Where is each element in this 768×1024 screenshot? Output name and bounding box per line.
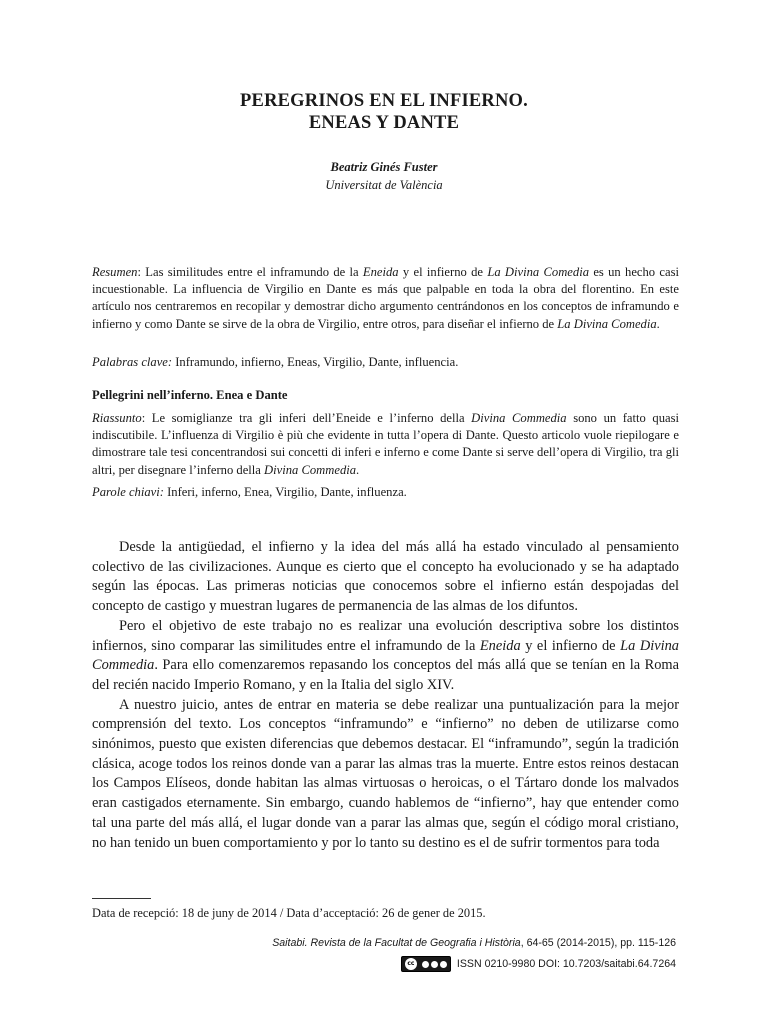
keywords-spanish: Palabras clave: Inframundo, infierno, Eneas, Virgilio, Dante, influencia. xyxy=(92,355,459,369)
parole-chiavi-label: Parole chiavi: xyxy=(92,485,164,499)
journal-details: , 64-65 (2014-2015), pp. 115-126 xyxy=(520,937,676,949)
title-line-1: PEREGRINOS EN EL INFIERNO. xyxy=(240,91,528,111)
keywords-italian: Parole chiavi: Inferi, inferno, Enea, Virgilio, Dante, influenza. xyxy=(92,485,407,499)
article-title xyxy=(0,90,768,134)
footnote-dates: Data de recepció: 18 de juny de 2014 / Data d’acceptació: 26 de gener de 2015. xyxy=(92,906,486,920)
footnote-divider xyxy=(92,898,151,899)
creative-commons-icon xyxy=(401,956,451,972)
body-paragraph-1: Desde la antigüedad, el infierno y la idea del más allá ha estado vinculado al pensamiento colectivo de las civilizaciones. Aunque es cierto que el concepto ha evolucionado y se ha adaptado según las épocas. Las primeras noticias que conocemos sobre el infierno están despojadas del concepto de castigo y muestran lugares de permanencia de las almas de los difuntos. xyxy=(92,539,679,615)
body-paragraph-2: Pero el objetivo de este trabajo no es realizar una evolución descriptiva sobre los distintos infiernos, sino comparar las similitudes entre el inframundo de la Eneida y el infierno de La Divina Commedia. Para ello comenzaremos repasando los conceptos del más allá que se tenían en la Roma del recién nacido Imperio Romano, y en la Italia del siglo XIV. xyxy=(92,617,680,693)
body-text xyxy=(92,538,679,853)
issn-row xyxy=(401,955,676,973)
journal-name: Saitabi. Revista de la Facultat de Geografia i Història xyxy=(272,937,521,949)
abstract-italian: Riassunto: Le somiglianze tra gli inferi dell’Eneide e l’inferno della Divina Commedia sono un fatto quasi indiscutibile. L’influenza di Virgilio è più che evidente in tutta l’opera di Dante. Questo articolo vuole riepilogare e dimostrare tale tesi concentrandosi sui concetti di inferi e inferno e come Dante si serve dell’opera di Virgilio, tra gli altri, per disegnare l’inferno della Divina Commedia. xyxy=(92,411,679,477)
keywords-label: Palabras clave: xyxy=(92,355,173,369)
abstract-spanish: Resumen: Las similitudes entre el inframundo de la Eneida y el infierno de La Divina Comedia es un hecho casi incuestionable. La influencia de Virgilio en Dante es más que palpable en toda la obra del florentino. En este artículo nos centraremos en recopilar y demostrar dicho argumento centrándonos en los conceptos de inframundo e infierno y como Dante se sirve de la obra de Virgilio, entre otros, para diseñar el infierno de La Divina Comedia. xyxy=(92,265,679,331)
cc-license-icons xyxy=(422,961,447,968)
author-affiliation: Universitat de València xyxy=(325,178,443,192)
body-paragraph-3: A nuestro juicio, antes de entrar en materia se debe realizar una puntualización para la mejor comprensión del texto. Los conceptos “inframundo” e “infierno” no deben de utilizarse como sinónimos, puesto que existen diferencias que debemos destacar. El “inframundo”, según la tradición clásica, acoge todos los reinos donde van a parar las almas tras la muerte. Entre estos reinos destacan los Campos Elíseos, donde habitan las almas virtuosas o heroicas, o el Tártaro donde los malvados eran castigados eternamente. Sin embargo, cuando hablemos de “infierno”, hay que entender como tal una parte del más allá, el lugar donde van a parar las almas que, según el código moral cristiano, no han tenido un buen comportamiento y por lo tanto su destino es el de sufrir tormentos para toda xyxy=(92,696,679,851)
journal-citation xyxy=(89,936,676,950)
author-name: Beatriz Ginés Fuster xyxy=(330,160,438,174)
issn-doi: ISSN 0210-9980 DOI: 10.7203/saitabi.64.7264 xyxy=(456,958,676,970)
abstract-label: Resumen xyxy=(92,265,138,279)
title-line-2: ENEAS Y DANTE xyxy=(308,113,460,133)
cc-badge-text: cc xyxy=(405,958,417,970)
riassunto-label: Riassunto xyxy=(92,411,142,425)
italian-subtitle: Pellegrini nell’inferno. Enea e Dante xyxy=(92,388,288,402)
